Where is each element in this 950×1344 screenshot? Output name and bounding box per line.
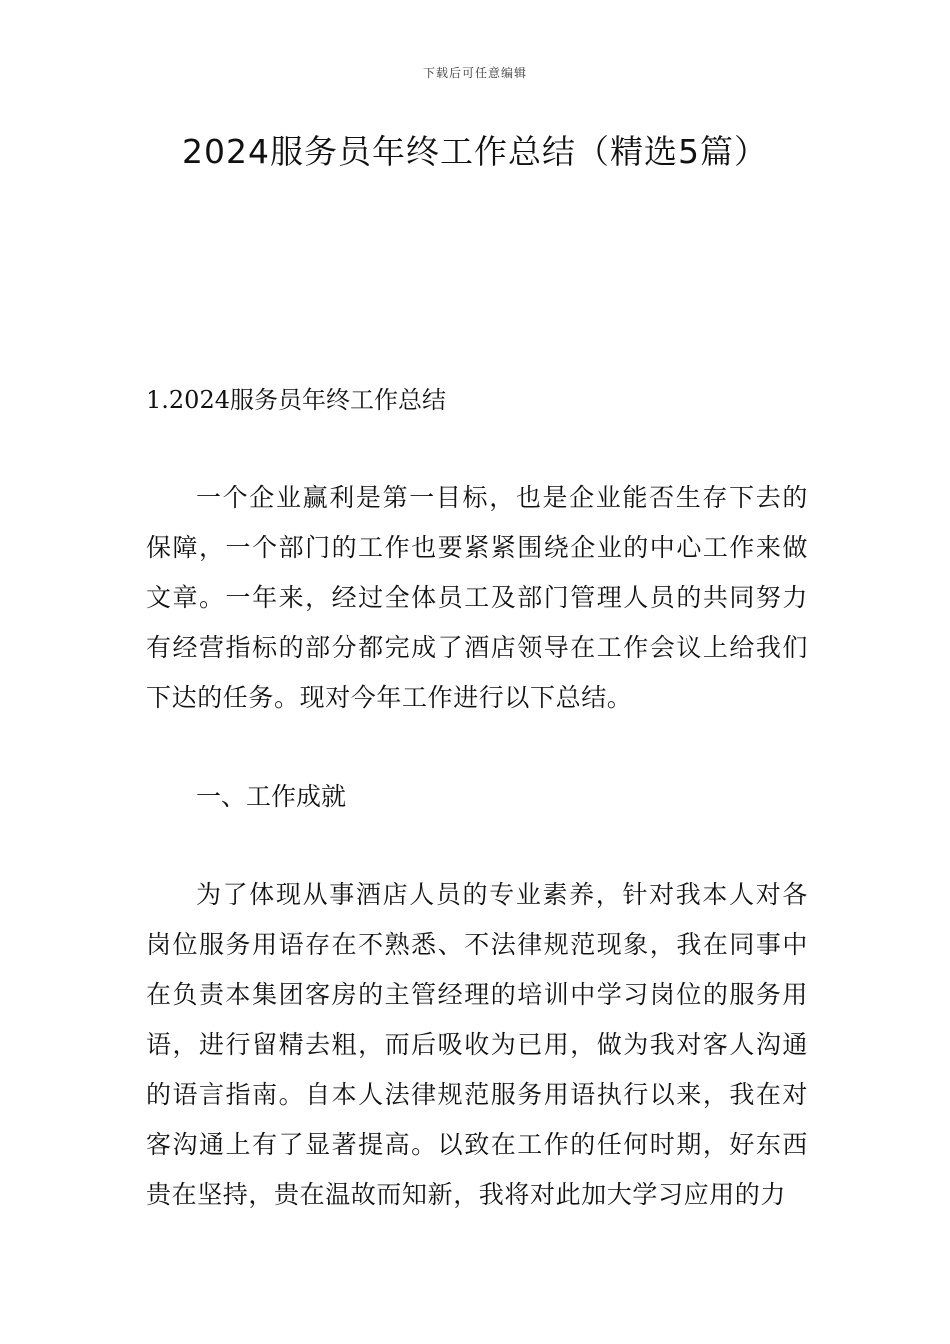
subheading-achievements: 一、工作成就: [196, 782, 347, 811]
paragraph-intro: 一个企业赢利是第一目标，也是企业能否生存下去的保障，一个部门的工作也要紧紧围绕企业的中心工作来做文章。一年来，经过全体员工及部门管理人员的共同努力有经营指标的部分都完成了酒店领导在工作会议上给我们下达的任务。现对今年工作进行以下总结。: [146, 483, 808, 712]
header-note: 下载后可任意编辑: [422, 66, 527, 80]
document-title: 2024服务员年终工作总结（精选5篇）: [182, 132, 768, 171]
section-heading: 1.2024服务员年终工作总结: [146, 386, 446, 414]
paragraph-achievements: 为了体现从事酒店人员的专业素养，针对我本人对各岗位服务用语存在不熟悉、不法律规范现象，我在同事中在负责本集团客房的主管经理的培训中学习岗位的服务用语，进行留精去粗，而后吸收为已用，做为我对客人沟通的语言指南。自本人法律规范服务用语执行以来，我在对客沟通上有了显著提高。以致在工作的任何时期，好东西贵在坚持，贵在温故而知新，我将对此加大学习应用的力: [146, 880, 808, 1209]
